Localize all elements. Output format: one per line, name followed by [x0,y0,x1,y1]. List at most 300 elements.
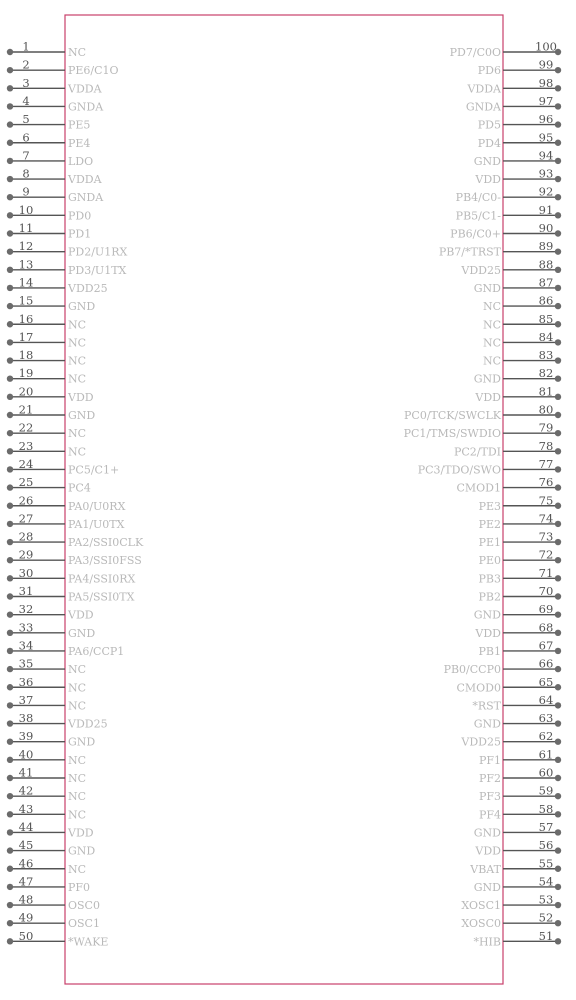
pin-98 [466,76,561,96]
pin-71 [479,566,562,586]
pin-label: PD1 [68,227,92,241]
pin-number: 25 [18,475,34,490]
pin-number: 11 [18,221,34,235]
pin-terminal-dot [555,811,561,817]
pin-label: VDDA [68,173,102,187]
pin-label: NC [482,300,501,314]
pin-terminal-dot [555,412,561,418]
pin-47 [7,874,90,894]
pin-terminal-dot [7,285,13,291]
pin-terminal-dot [7,267,13,273]
pin-terminal-dot [555,593,561,599]
pin-terminal-dot [7,85,13,91]
pin-label: NC [482,354,501,368]
pin-number: 50 [18,928,34,943]
pin-terminal-dot [7,866,13,872]
pin-4 [7,94,104,114]
pin-80 [404,403,561,423]
pin-number: 13 [18,257,34,272]
pin-number: 41 [18,765,34,780]
pin-number: 21 [18,402,34,417]
pin-54 [474,874,561,894]
pin-terminal-dot [7,121,13,127]
pin-terminal-dot [555,85,561,91]
pin-label: PF1 [478,753,501,767]
pin-label: GND [68,844,96,858]
pin-terminal-dot [555,920,561,926]
pin-number: 35 [18,656,34,671]
pin-61 [479,747,561,767]
pin-terminal-dot [555,757,561,763]
pin-46 [7,856,86,876]
pin-number: 43 [18,801,34,816]
pin-label: PD5 [477,118,501,132]
pin-label: PD6 [477,64,501,78]
pin-label: NC [482,318,501,332]
pin-terminal-dot [7,684,13,690]
pin-42 [7,784,86,804]
pin-label: NC [68,862,87,876]
pin-number: 18 [18,348,34,363]
pin-87 [474,275,561,295]
pin-terminal-dot [7,539,13,545]
pin-label: PB4/C0- [455,191,501,205]
pin-terminal-dot [555,321,561,327]
pin-number: 1 [22,39,30,54]
pin-number: 84 [538,329,554,344]
pin-terminal-dot [555,248,561,254]
pin-terminal-dot [7,829,13,835]
pin-89 [439,239,561,259]
pin-number: 71 [538,565,554,580]
pin-label: PB1 [478,644,501,658]
pin-label: PB5/C1- [455,209,501,223]
pin-43 [7,802,86,822]
pin-label: PE6/C1O [68,64,119,78]
pin-terminal-dot [7,666,13,672]
pin-number: 55 [538,856,554,871]
pin-number: 2 [22,57,30,72]
pin-terminal-dot [555,630,561,636]
pin-label: PE4 [68,136,91,150]
pin-58 [479,802,561,822]
pin-label: XOSC0 [461,917,501,931]
pin-label: VDD25 [68,717,108,731]
pin-terminal-dot [7,720,13,726]
pin-number: 49 [18,910,34,925]
pin-terminal-dot [7,158,13,164]
pin-37 [7,693,86,713]
pin-label: NC [68,336,87,350]
pin-label: PF3 [478,790,501,804]
pin-26 [7,493,126,513]
pin-12 [7,239,128,259]
pin-terminal-dot [555,230,561,236]
pin-terminal-dot [555,938,561,944]
pin-35 [7,657,86,677]
pin-number: 6 [22,130,30,145]
pin-terminal-dot [555,521,561,527]
pin-number: 36 [18,674,34,689]
pin-terminal-dot [555,702,561,708]
pin-label: PC3/TDO/SWO [417,463,501,477]
pin-label: OSC1 [68,917,100,931]
pin-label: PC1/TMS/SWDIO [403,427,501,441]
pin-terminal-dot [555,267,561,273]
pin-label: NC [68,663,87,677]
pin-label: NC [68,372,87,386]
pin-86 [483,294,561,314]
pin-number: 52 [538,910,554,925]
pin-label: GNDA [68,191,104,205]
pin-terminal-dot [7,484,13,490]
right-pin-group [404,40,562,949]
pin-50 [7,929,109,949]
pin-terminal-dot [555,285,561,291]
pin-36 [7,675,86,695]
pin-number: 78 [538,438,554,453]
pin-label: NC [68,790,87,804]
pin-number: 20 [18,384,34,399]
pin-terminal-dot [555,376,561,382]
pin-label: PB0/CCP0 [443,663,501,677]
pin-number: 97 [538,93,554,108]
pin-terminal-dot [555,666,561,672]
pin-number: 51 [538,928,554,943]
pin-97 [466,94,561,114]
pin-label: VBAT [470,862,501,876]
pin-label: VDD25 [461,263,501,277]
pin-91 [456,203,562,223]
pin-74 [479,511,562,531]
pin-number: 24 [18,456,34,471]
pin-67 [479,638,562,658]
pin-terminal-dot [7,321,13,327]
pin-terminal-dot [7,938,13,944]
pin-number: 68 [538,620,554,635]
pin-label: VDDA [68,82,102,96]
pin-label: NC [68,772,87,785]
pin-1 [7,40,86,60]
pin-terminal-dot [555,430,561,436]
pin-number: 87 [538,275,554,290]
pin-number: 72 [538,547,554,562]
pin-79 [404,421,562,441]
pin-terminal-dot [7,49,13,55]
pin-number: 17 [18,329,34,344]
pin-terminal-dot [7,412,13,418]
pin-terminal-dot [7,303,13,309]
pin-11 [7,221,91,241]
pin-label: VDD [68,826,94,840]
pin-label: GND [68,300,96,314]
pin-label: GND [473,154,501,168]
pin-terminal-dot [555,212,561,218]
pin-number: 89 [538,239,554,254]
pin-label: GND [68,735,96,749]
pin-40 [7,747,86,767]
pin-label: PB2 [478,590,501,604]
pin-terminal-dot [555,176,561,182]
pin-label: NC [68,699,87,713]
pin-terminal-dot [555,866,561,872]
pin-number: 57 [538,819,554,834]
pin-41 [7,766,86,786]
pin-number: 26 [18,493,34,508]
pin-number: 46 [18,856,34,871]
pin-number: 56 [538,838,554,853]
pin-label: GND [473,372,501,386]
pin-terminal-dot [555,539,561,545]
pin-label: PC2/TDI [453,445,501,459]
pin-number: 82 [538,366,554,381]
pin-number: 76 [538,475,554,490]
pin-label: NC [68,318,87,332]
pin-number: 61 [538,747,554,762]
pin-63 [474,711,561,731]
pin-14 [7,275,108,295]
pin-number: 98 [538,75,554,90]
pin-label: PC0/TCK/SWCLK [404,409,501,422]
pin-label: NC [68,427,87,441]
pin-number: 3 [22,75,30,90]
pin-number: 33 [18,620,34,635]
pin-terminal-dot [7,248,13,254]
pin-terminal-dot [7,194,13,200]
pin-23 [7,439,86,459]
pin-number: 14 [18,275,34,290]
pin-label: XOSC1 [461,899,501,913]
pin-27 [7,511,125,531]
pin-label: VDDA [467,82,501,96]
pin-17 [7,330,86,350]
pin-64 [472,693,561,713]
pin-label: VDD25 [461,735,501,749]
pin-label: GND [473,281,501,295]
pin-94 [474,148,561,168]
pin-terminal-dot [555,484,561,490]
pin-number: 30 [18,565,34,580]
pin-label: PA3/SSI0FSS [68,554,142,568]
pin-terminal-dot [555,503,561,509]
pin-terminal-dot [555,121,561,127]
pin-label: PA5/SSI0TX [68,590,135,604]
pin-number: 44 [18,819,34,834]
pin-25 [7,475,91,495]
pin-label: PE3 [478,499,501,513]
pin-label: PA4/SSI0RX [68,572,136,586]
pin-60 [479,766,561,786]
pin-number: 81 [538,384,554,399]
pin-number: 22 [18,420,34,435]
pin-terminal-dot [555,140,561,146]
pin-78 [454,439,561,459]
pin-label: GND [473,717,501,731]
pin-70 [479,584,562,604]
pin-number: 88 [538,257,554,272]
pin-terminal-dot [7,448,13,454]
pin-terminal-dot [555,847,561,853]
pin-number: 66 [538,656,554,671]
pin-label: VDD [475,173,501,187]
pin-6 [7,130,91,150]
pin-label: PB3 [478,572,501,586]
pin-terminal-dot [7,521,13,527]
pin-99 [478,58,561,78]
pin-terminal-dot [555,575,561,581]
pin-label: VDD [475,844,501,858]
pin-terminal-dot [555,194,561,200]
pin-88 [460,257,561,277]
pin-label: *WAKE [68,935,109,949]
pin-terminal-dot [7,757,13,763]
pin-number: 60 [538,765,554,780]
pin-label: PF0 [68,880,91,894]
pin-24 [7,457,119,477]
pin-number: 27 [18,511,34,526]
pin-terminal-dot [555,884,561,890]
pin-terminal-dot [7,611,13,617]
pin-label: GND [68,409,96,422]
pin-terminal-dot [7,775,13,781]
pin-57 [474,820,561,840]
pin-terminal-dot [7,793,13,799]
pin-number: 69 [538,602,554,617]
pin-terminal-dot [555,103,561,109]
pin-number: 86 [538,293,554,308]
pin-number: 95 [538,130,554,145]
pin-19 [7,366,86,386]
pin-number: 32 [18,602,34,617]
pin-label: VDD [475,626,501,640]
pin-terminal-dot [7,67,13,73]
pin-33 [7,620,96,640]
pin-label: *HIB [473,935,501,949]
pin-label: OSC0 [68,899,100,913]
pin-number: 54 [538,874,554,889]
pin-number: 67 [538,638,554,653]
pin-59 [479,784,561,804]
pin-7 [7,148,93,168]
pin-number: 100 [535,39,557,54]
pin-number: 90 [538,221,554,235]
pin-label: PD7/C0O [449,46,501,59]
pin-terminal-dot [555,557,561,563]
pin-label: PF2 [478,772,501,785]
pin-66 [444,657,562,677]
pin-number: 38 [18,711,34,726]
pin-number: 96 [538,112,554,127]
pin-label: PD3/U1TX [68,263,127,277]
pin-number: 75 [538,493,554,508]
pin-terminal-dot [7,648,13,654]
pin-terminal-dot [7,212,13,218]
pin-number: 92 [538,184,554,199]
pin-terminal-dot [555,357,561,363]
pin-number: 16 [18,311,34,326]
pin-65 [456,675,561,695]
pin-number: 77 [538,456,554,471]
pin-3 [7,76,103,96]
pin-72 [479,548,562,568]
pin-56 [474,838,561,858]
pin-number: 28 [18,529,34,544]
pin-68 [474,620,561,640]
pin-terminal-dot [555,829,561,835]
pin-31 [7,584,135,604]
pin-95 [478,130,561,150]
pin-terminal-dot [555,775,561,781]
pin-label: PD0 [68,209,92,223]
pin-82 [474,366,561,386]
pin-number: 34 [18,638,34,653]
pin-29 [7,548,142,568]
pin-number: 58 [538,801,554,816]
pin-number: 4 [22,93,30,108]
pin-20 [7,384,94,404]
pin-label: PD2/U1RX [68,245,128,259]
pin-label: GND [473,608,501,622]
pin-label: *RST [472,699,501,713]
pin-number: 5 [22,112,30,127]
pin-label: GND [473,826,501,840]
pin-terminal-dot [7,593,13,599]
pin-label: NC [68,681,87,695]
pin-terminal-dot [555,394,561,400]
pin-terminal-dot [555,158,561,164]
pin-53 [461,893,561,913]
pin-69 [474,602,561,622]
pin-terminal-dot [555,611,561,617]
pin-number: 83 [538,348,554,363]
pin-39 [7,729,96,749]
pin-terminal-dot [555,303,561,309]
pin-terminal-dot [7,920,13,926]
pin-terminal-dot [7,230,13,236]
pin-terminal-dot [7,847,13,853]
pin-90 [450,221,561,241]
pin-55 [469,856,561,876]
pin-92 [456,185,562,205]
pin-number: 73 [538,529,554,544]
pin-49 [7,911,100,931]
pin-label: PB6/C0+ [450,227,501,241]
pin-number: 8 [22,166,30,181]
pin-83 [483,348,561,368]
pin-77 [418,457,561,477]
pin-number: 45 [18,838,34,853]
pin-terminal-dot [7,503,13,509]
pin-label: VDD25 [68,281,108,295]
pin-label: PF4 [478,808,501,822]
pin-label: PA1/U0TX [68,517,125,531]
pin-terminal-dot [7,884,13,890]
pin-terminal-dot [555,67,561,73]
pin-label: PB7/*TRST [438,245,501,259]
pin-73 [479,530,562,550]
pin-number: 12 [18,239,34,254]
pin-85 [483,312,561,332]
pin-label: NC [68,46,87,59]
pin-number: 31 [18,584,34,598]
pin-terminal-dot [7,176,13,182]
pin-terminal-dot [555,902,561,908]
pin-terminal-dot [555,448,561,454]
pin-number: 65 [538,674,554,689]
pin-label: PA6/CCP1 [68,644,125,658]
pin-terminal-dot [7,394,13,400]
pin-number: 42 [18,783,34,798]
